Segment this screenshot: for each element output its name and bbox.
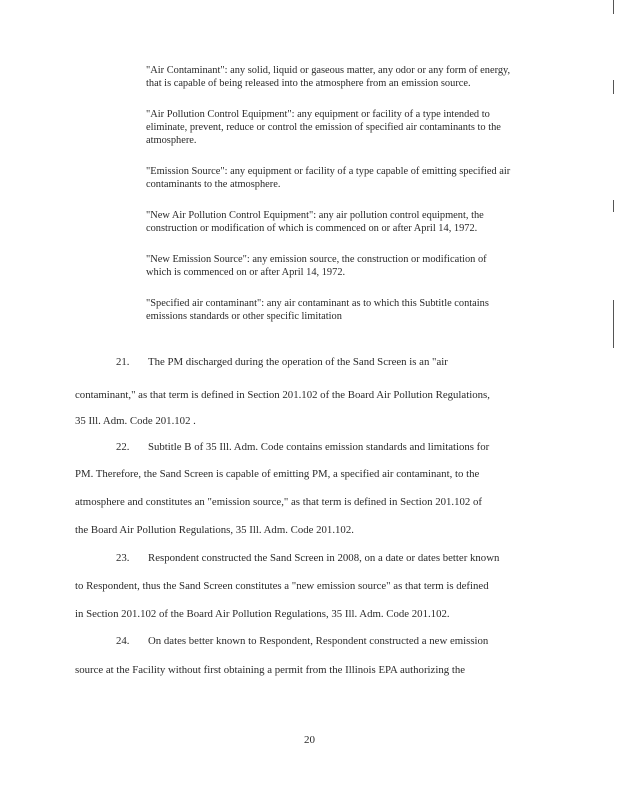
paragraph-22-line: atmosphere and constitutes an "emission source," as that term is defined in Section 201.102 of (75, 496, 483, 508)
paragraph-22-line: the Board Air Pollution Regulations, 35 Ill. Adm. Code 201.102. (75, 524, 354, 536)
paragraph-23-line: to Respondent, thus the Sand Screen constitutes a "new emission source" as that term is defined (75, 580, 489, 592)
paragraph-number-24: 24. (116, 635, 130, 647)
definition-air-pollution-control-equipment: "Air Pollution Control Equipment": any equipment or facility of a type intended to eliminate, prevent, reduce or control the emission of specified air contaminants to the atmosphere. (146, 109, 501, 146)
definition-new-emission-source: "New Emission Source": any emission source, the construction or modification of which is commenced on or after April 14, 1972. (146, 254, 487, 278)
paragraph-22-line: PM. Therefore, the Sand Screen is capable of emitting PM, a specified air contaminant, to the (75, 468, 480, 480)
paragraph-number-22: 22. (116, 441, 130, 453)
definition-air-contaminant: "Air Contaminant": any solid, liquid or gaseous matter, any odor or any form of energy, that is capable of being released into the atmosphere from an emission source. (146, 65, 511, 89)
page-number: 20 (304, 734, 315, 746)
definition-new-air-pollution-control-equipment: "New Air Pollution Control Equipment": any air pollution control equipment, the construction or modification of which is commenced on or after April 14, 1972. (146, 210, 484, 234)
paragraph-23-line: in Section 201.102 of the Board Air Pollution Regulations, 35 Ill. Adm. Code 201.102. (75, 608, 450, 620)
page-edge-mark (613, 0, 614, 14)
paragraph-24-line: source at the Facility without first obtaining a permit from the Illinois EPA authorizing the (75, 664, 466, 676)
paragraph-22-line: Subtitle B of 35 Ill. Adm. Code contains emission standards and limitations for (148, 441, 490, 453)
paragraph-21-line: contaminant," as that term is defined in Section 201.102 of the Board Air Pollution Regulations, (75, 389, 490, 401)
definitions-block (146, 64, 512, 341)
definition-emission-source: "Emission Source": any equipment or facility of a type capable of emitting specified air contaminants to the atmosphere. (146, 166, 511, 190)
paragraph-24-line: On dates better known to Respondent, Respondent constructed a new emission (148, 635, 489, 647)
page-edge-mark (613, 200, 614, 212)
paragraph-number-23: 23. (116, 552, 130, 564)
page-edge-mark (613, 300, 614, 348)
definition-specified-air-contaminant: "Specified air contaminant": any air contaminant as to which this Subtitle contains emissions standards or other specific limitation (146, 298, 489, 322)
paragraph-21-line: 35 Ill. Adm. Code 201.102 . (75, 415, 196, 427)
paragraph-21-line: The PM discharged during the operation of the Sand Screen is an "air (148, 356, 448, 368)
paragraph-23-line: Respondent constructed the Sand Screen in 2008, on a date or dates better known (148, 552, 500, 564)
paragraph-number-21: 21. (116, 356, 130, 368)
page-edge-mark (613, 80, 614, 94)
